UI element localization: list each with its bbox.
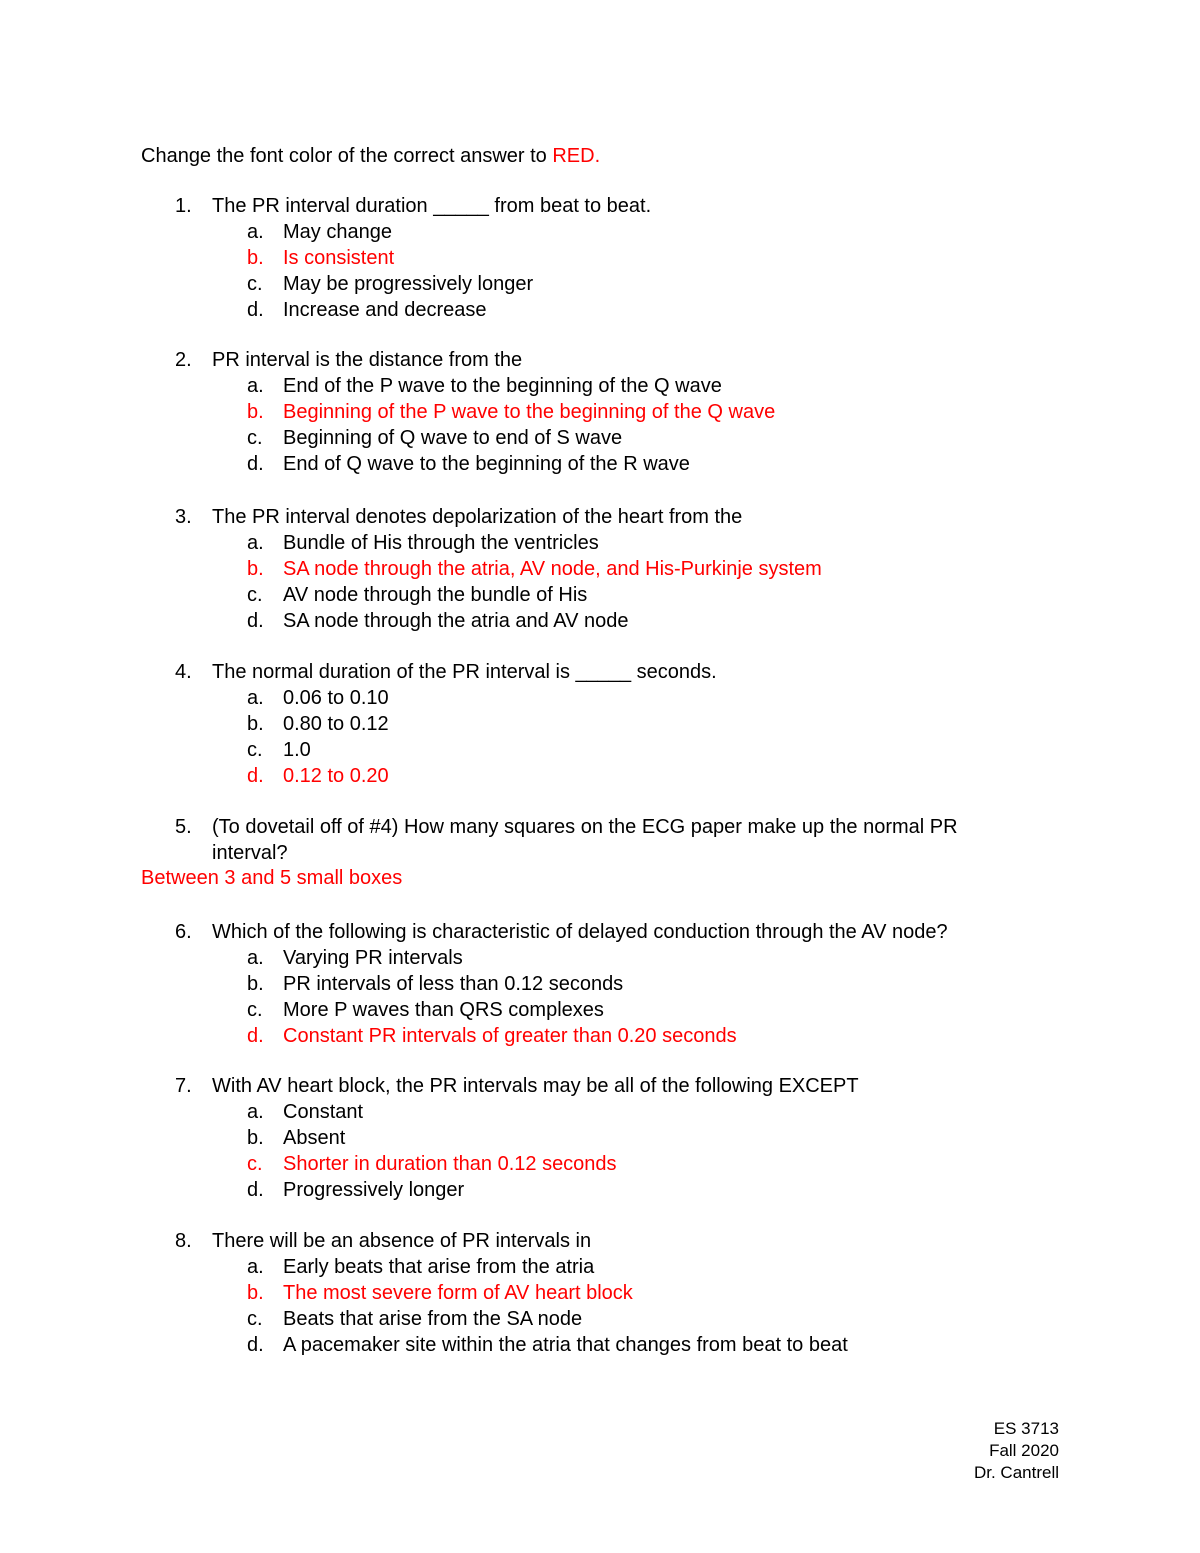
question-number: 3.: [175, 506, 192, 528]
question-number: 2.: [175, 349, 192, 371]
question-number: 7.: [175, 1075, 192, 1097]
option-b-correct: b. Is consistent: [247, 247, 395, 269]
question-text-line-2: interval?: [212, 842, 288, 864]
question-number: 5.: [175, 816, 192, 838]
instruction-prefix: Change the font color of the correct answer to: [141, 145, 553, 167]
option-c-correct: c. Shorter in duration than 0.12 seconds: [247, 1153, 617, 1175]
question-5: [0, 814, 1200, 866]
option-list: [0, 945, 1200, 1049]
question-number: 4.: [175, 661, 192, 683]
option-a: a. Early beats that arise from the atria: [247, 1256, 595, 1278]
option-d-correct: d. 0.12 to 0.20: [247, 765, 389, 787]
option-a: a. May change: [247, 221, 392, 243]
question-5-answer: Between 3 and 5 small boxes: [141, 867, 403, 889]
question-text: Which of the following is characteristic of delayed conduction through the AV node?: [212, 921, 948, 943]
question-stem: [0, 1073, 1200, 1099]
option-d: d. Increase and decrease: [247, 299, 487, 321]
question-4: [0, 659, 1200, 789]
question-number: 1.: [175, 195, 192, 217]
question-7: [0, 1073, 1200, 1203]
instruction-suffix: .: [594, 145, 601, 167]
option-c: c. Beats that arise from the SA node: [247, 1308, 583, 1330]
footer-term: Fall 2020: [989, 1441, 1059, 1460]
question-3: [0, 504, 1200, 634]
question-stem: [0, 814, 1200, 840]
option-list: [0, 373, 1200, 477]
option-b: b. 0.80 to 0.12: [247, 713, 389, 735]
option-list: [0, 685, 1200, 789]
option-a: a. End of the P wave to the beginning of the Q wave: [247, 375, 722, 397]
question-stem: [0, 659, 1200, 685]
question-stem: [0, 1228, 1200, 1254]
footer-instructor: Dr. Cantrell: [973, 1463, 1059, 1482]
question-6: [0, 919, 1200, 1049]
option-a: a. Varying PR intervals: [247, 947, 463, 969]
question-8: [0, 1228, 1200, 1358]
question-stem: [0, 919, 1200, 945]
option-d: d. SA node through the atria and AV node: [247, 610, 629, 632]
option-d-correct: d. Constant PR intervals of greater than 0.20 seconds: [247, 1025, 737, 1047]
option-c: c. More P waves than QRS complexes: [247, 999, 604, 1021]
option-a: a. Constant: [247, 1101, 364, 1123]
question-2: [0, 347, 1200, 477]
question-text: With AV heart block, the PR intervals may be all of the following EXCEPT: [212, 1075, 859, 1097]
option-c: c. Beginning of Q wave to end of S wave: [247, 427, 623, 449]
question-text: The normal duration of the PR interval is _____ seconds.: [212, 661, 717, 683]
question-text-line-1: (To dovetail off of #4) How many squares on the ECG paper make up the normal PR: [212, 816, 958, 838]
instruction-highlight: RED: [552, 145, 595, 167]
option-b: b. PR intervals of less than 0.12 seconds: [247, 973, 624, 995]
option-d: d. End of Q wave to the beginning of the R wave: [247, 453, 690, 475]
option-list: [0, 219, 1200, 323]
option-b-correct: b. The most severe form of AV heart block: [247, 1282, 633, 1304]
instruction-text: [141, 143, 600, 169]
question-1: [0, 193, 1200, 323]
question-text: PR interval is the distance from the: [212, 349, 523, 371]
option-a: a. Bundle of His through the ventricles: [247, 532, 599, 554]
option-list: [0, 1099, 1200, 1203]
question-stem: [0, 504, 1200, 530]
option-list: [0, 1254, 1200, 1358]
question-text: There will be an absence of PR intervals in: [212, 1230, 592, 1252]
option-list: [0, 530, 1200, 634]
option-c: c. May be progressively longer: [247, 273, 534, 295]
question-number: 6.: [175, 921, 192, 943]
option-c: c. AV node through the bundle of His: [247, 584, 588, 606]
footer-course: ES 3713: [993, 1419, 1059, 1438]
option-b-correct: b. SA node through the atria, AV node, and His-Purkinje system: [247, 558, 822, 580]
option-d: d. A pacemaker site within the atria that changes from beat to beat: [247, 1334, 848, 1356]
option-c: c. 1.0: [247, 739, 311, 761]
question-text: The PR interval denotes depolarization of the heart from the: [212, 506, 743, 528]
option-d: d. Progressively longer: [247, 1179, 465, 1201]
option-b-correct: b. Beginning of the P wave to the beginning of the Q wave: [247, 401, 776, 423]
question-text: The PR interval duration _____ from beat to beat.: [212, 195, 652, 217]
question-stem-continued: [0, 840, 1200, 866]
question-number: 8.: [175, 1230, 192, 1252]
option-b: b. Absent: [247, 1127, 346, 1149]
page-footer: [974, 1418, 1059, 1484]
option-a: a. 0.06 to 0.10: [247, 687, 389, 709]
question-stem: [0, 347, 1200, 373]
question-stem: [0, 193, 1200, 219]
